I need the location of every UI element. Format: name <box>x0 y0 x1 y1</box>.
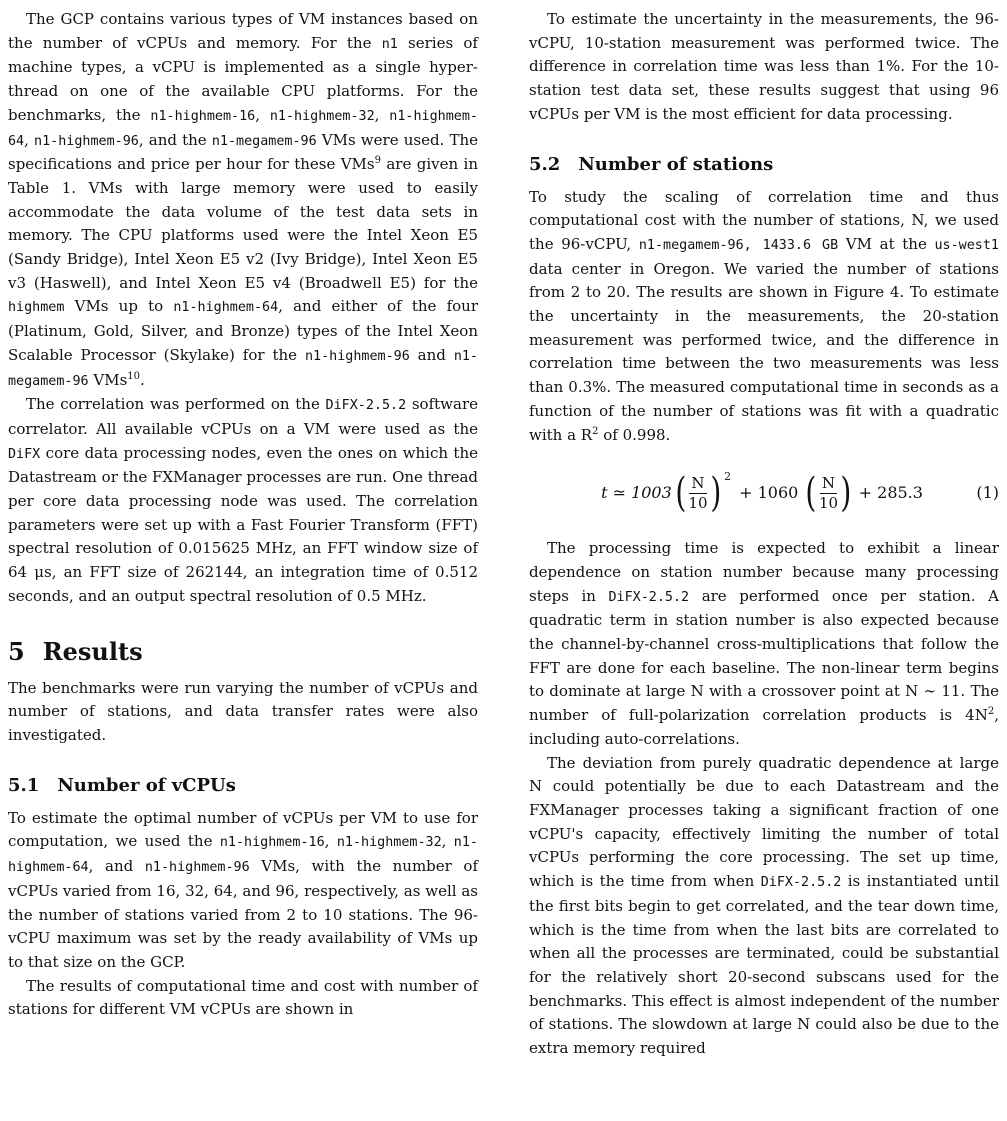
paragraph-deviation: The deviation from purely quadratic dependence at large N could potentially be due to each Datastream and the FXManager processes taking a significant fraction of one vCPU's capacity, effectively limiting the number of total vCPUs performing the core processing. The set up time, which is the time from when DiFX-2.5.2 is instantiated until the first bits begin to get correlated, and the tear down time, which is the time from when the last bits are correlated to when all the processes are terminated, could be substantial for the relatively short 20-second subscans used for the benchmarks. This effect is almost independent of the number of stations. The slowdown at large N could also be due to the extra memory required <box>529 753 999 1058</box>
paragraph-uncertainty: To estimate the uncertainty in the measurements, the 96-vCPU, 10-station measurement was performed twice. The difference in correlation time was less than 1%. For the 10-station test data set, these results suggest that using 96 vCPUs per VM is the most efficient for data processing. <box>529 10 999 123</box>
subsection-heading-stations: 5.2 Number of stations <box>529 153 774 175</box>
paragraph-vcpu-method: To estimate the optimal number of vCPUs per VM to use for computation, we used the n1-highmem-16, n1-highmem-32, n1-highmem-64, and n1-highmem-96 VMs, with the number of vCPUs varied from 16, 32, 64, and 96, respectively, as well as the number of stations varied from 2 to 10 stations. The 96-vCPU maximum was set by the ready availability of VMs up to that size on the GCP. <box>8 808 479 971</box>
footnote-ref-10: 10 <box>127 370 141 382</box>
left-column <box>8 8 478 1022</box>
section-heading-results: 5 Results <box>8 636 143 666</box>
paragraph-results-intro: The benchmarks were run varying the number of vCPUs and number of stations, and data transfer rates were also investigated. <box>8 678 478 744</box>
paragraph-processing-time: The processing time is expected to exhibit a linear dependence on station number because many processing steps in DiFX-2.5.2 are performed once per station. A quadratic term in station number is also expected because the channel-by-channel cross-multiplications that follow the FFT are done for each baseline. The non-linear term begins to dominate at large N with a crossover point at N ∼ 11. The number of full-polarization correlation products is $4N^2$, including auto-correlations. <box>529 539 1000 748</box>
paragraph-station-scaling: To study the scaling of correlation time and thus computational cost with the number of stations, N, we used the 96-vCPU, n1-megamem-96, 1433.6 GB VM at the us-west1 data center in Oregon. We varied the number of stations from 2 to 20. The results are shown in Figure 4. To estimate the uncertainty in the measurements, the 20-station measurement was performed twice, and the difference in correlation time between the two measurements was less than 0.3%. The measured computational time in seconds as a function of the number of stations was fit with a quadratic with a $R^2$ of 0.998. <box>529 187 999 444</box>
right-column <box>529 8 999 1061</box>
equation-number: (1) <box>976 483 999 503</box>
subsection-heading-vcpus: 5.1 Number of vCPUs <box>8 774 236 796</box>
paragraph-vcpu-results: The results of computational time and cost with number of stations for different VM vCPUs are shown in <box>8 976 478 1019</box>
paragraph-correlation-setup: The correlation was performed on the DiFX-2.5.2 software correlator. All available vCPUs on a VM were used as the DiFX core data processing nodes, even the ones on which the Datastream or the FXManager processes are run. One thread per core data processing node was used. The correlation parameters were set up with a Fast Fourier Transform (FFT) spectral resolution of 0.015625 MHz, an FFT window size of 64 μs, an FFT size of 262144, an integration time of 0.512 seconds, and an output spectral resolution of 0.5 MHz. <box>8 395 478 605</box>
equation-quadratic-fit: t ≃ 1003 ( $\frac{N}{10}$ ) 2 + 1060 ( $\frac{N}{10}$ ) + 285.3 (1) <box>601 470 999 517</box>
footnote-ref-9: 9 <box>374 155 381 167</box>
paragraph-vm-types: The GCP contains various types of VM instances based on the number of vCPUs and memory. For the n1 series of machine types, a vCPU is implemented as a single hyper-thread on one of the available CPU platforms. For the benchmarks, the n1-highmem-16, n1-highmem-32, n1-highmem-64, n1-highmem-96, and the n1-megamem-96 VMs were used. The specifications and price per hour for these VMs$^9$ are given in Table 1. VMs with large memory were used to easily accommodate the data volume of the test data sets in memory. The CPU platforms used were the Intel Xeon E5 (Sandy Bridge), Intel Xeon E5 v2 (Ivy Bridge), Intel Xeon E5 v3 (Haswell), and Intel Xeon E5 v4 (Broadwell E5) for the highmem VMs up to n1-highmem-64, and either of the four (Platinum, Gold, Silver, and Bronze) types of the Intel Xeon Scalable Processor (Skylake) for the n1-highmem-96 and n1-megamem-96 VMs$^{10}$. <box>8 10 479 389</box>
